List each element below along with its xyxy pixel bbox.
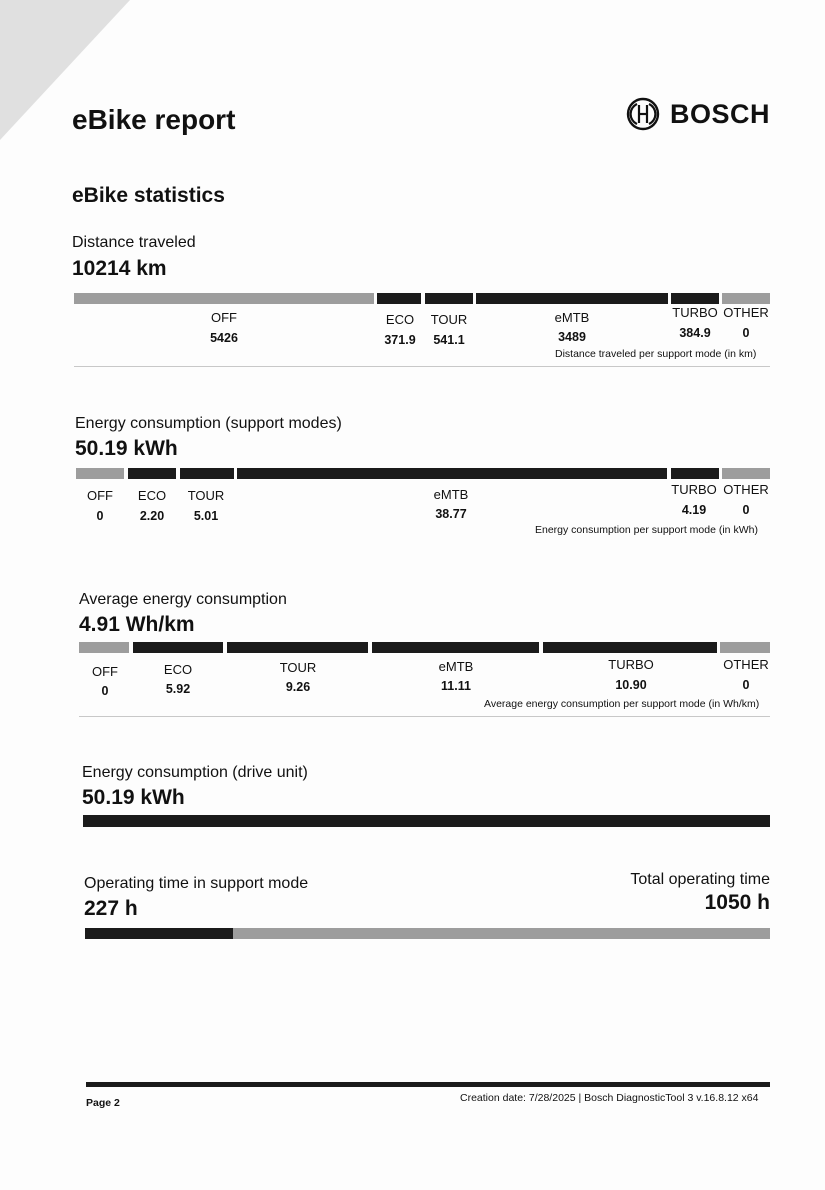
avg-mode-label: TOUR <box>279 660 317 675</box>
bosch-logo <box>626 97 770 131</box>
distance-label: Distance traveled <box>72 234 196 251</box>
avg-mode-label: OTHER <box>723 657 769 672</box>
energy-mode-value: 4.19 <box>681 503 707 517</box>
avg-energy-note: Average energy consumption per support mode (in Wh/km) <box>484 698 760 710</box>
avg-mode-value: 5.92 <box>165 682 191 696</box>
drive-unit-value: 50.19 kWh <box>82 786 185 809</box>
distance-mode-label: eMTB <box>554 310 590 325</box>
distance-bar-other <box>722 293 770 304</box>
energy-mode-label: TURBO <box>671 482 717 497</box>
avg-mode-label: TURBO <box>608 657 654 672</box>
operating-total-value: 1050 h <box>704 891 770 914</box>
distance-value: 10214 km <box>72 257 167 280</box>
energy-support-bar <box>76 468 770 479</box>
avg-energy-value: 4.91 Wh/km <box>79 613 195 636</box>
avg-mode-label: eMTB <box>438 659 474 674</box>
avg-bar-tour <box>227 642 368 653</box>
distance-mode-value: 3489 <box>558 330 586 344</box>
distance-note: Distance traveled per support mode (in km) <box>555 348 757 360</box>
distance-divider <box>74 366 770 367</box>
distance-mode-label: TOUR <box>430 312 468 327</box>
avg-bar-emtb <box>372 642 539 653</box>
avg-divider <box>79 716 770 717</box>
page-number: Page 2 <box>86 1097 120 1109</box>
bosch-armature-icon <box>626 97 660 131</box>
section-title: eBike statistics <box>72 184 225 207</box>
distance-mode-value: 541.1 <box>433 333 465 347</box>
distance-mode-value: 384.9 <box>679 326 711 340</box>
operating-time-bar <box>85 928 770 939</box>
energy-mode-label: ECO <box>137 488 167 503</box>
energy-mode-value: 5.01 <box>193 509 219 523</box>
energy-mode-label: TOUR <box>187 488 225 503</box>
distance-mode-value: 371.9 <box>384 333 416 347</box>
distance-mode-value: 5426 <box>210 331 238 345</box>
avg-bar-eco <box>133 642 223 653</box>
distance-bar-emtb <box>476 293 668 304</box>
energy-support-note: Energy consumption per support mode (in kWh) <box>535 524 758 536</box>
avg-mode-label: ECO <box>163 662 193 677</box>
energy-mode-value: 38.77 <box>435 507 467 521</box>
avg-energy-bar <box>79 642 770 653</box>
creation-credits: Creation date: 7/28/2025 | Bosch DiagnosticTool 3 v.16.8.12 x64 <box>460 1092 759 1104</box>
energy-bar-off <box>76 468 124 479</box>
energy-bar-turbo <box>671 468 719 479</box>
operating-support-label: Operating time in support mode <box>84 875 309 892</box>
distance-mode-label: TURBO <box>672 305 718 320</box>
energy-mode-value: 0 <box>96 509 104 523</box>
avg-bar-other <box>720 642 770 653</box>
distance-bar-eco <box>377 293 421 304</box>
energy-support-label: Energy consumption (support modes) <box>75 415 342 432</box>
distance-mode-bar <box>74 293 770 304</box>
energy-mode-value: 2.20 <box>139 509 165 523</box>
distance-bar-turbo <box>671 293 719 304</box>
distance-mode-label: ECO <box>385 312 415 327</box>
operating-support-value: 227 h <box>84 897 138 920</box>
report-title: eBike report <box>72 104 236 135</box>
distance-bar-tour <box>425 293 473 304</box>
avg-bar-off <box>79 642 129 653</box>
drive-unit-bar-fill <box>83 815 770 827</box>
energy-support-value: 50.19 kWh <box>75 437 178 460</box>
energy-bar-eco <box>128 468 176 479</box>
operating-total-label: Total operating time <box>630 871 770 888</box>
avg-mode-value: 9.26 <box>285 680 311 694</box>
distance-mode-label: OTHER <box>723 305 769 320</box>
energy-bar-tour <box>180 468 234 479</box>
distance-bar-off <box>74 293 374 304</box>
distance-mode-value: 0 <box>742 326 750 340</box>
avg-mode-label: OFF <box>92 664 118 679</box>
distance-mode-label: OFF <box>211 310 237 325</box>
energy-mode-label: OTHER <box>723 482 769 497</box>
energy-bar-other <box>722 468 770 479</box>
energy-mode-label: OFF <box>87 488 113 503</box>
avg-energy-label: Average energy consumption <box>79 591 287 608</box>
operating-bar-support <box>85 928 233 939</box>
drive-unit-bar <box>83 815 770 827</box>
avg-mode-value: 11.11 <box>441 679 471 693</box>
energy-bar-emtb <box>237 468 667 479</box>
avg-mode-value: 10.90 <box>615 678 647 692</box>
avg-bar-turbo <box>543 642 717 653</box>
energy-mode-value: 0 <box>742 503 750 517</box>
drive-unit-label: Energy consumption (drive unit) <box>82 764 308 781</box>
avg-mode-value: 0 <box>742 678 750 692</box>
energy-mode-label: eMTB <box>433 487 469 502</box>
footer-rule <box>86 1082 770 1087</box>
brand-name: BOSCH <box>670 98 771 129</box>
avg-mode-value: 0 <box>101 684 109 698</box>
